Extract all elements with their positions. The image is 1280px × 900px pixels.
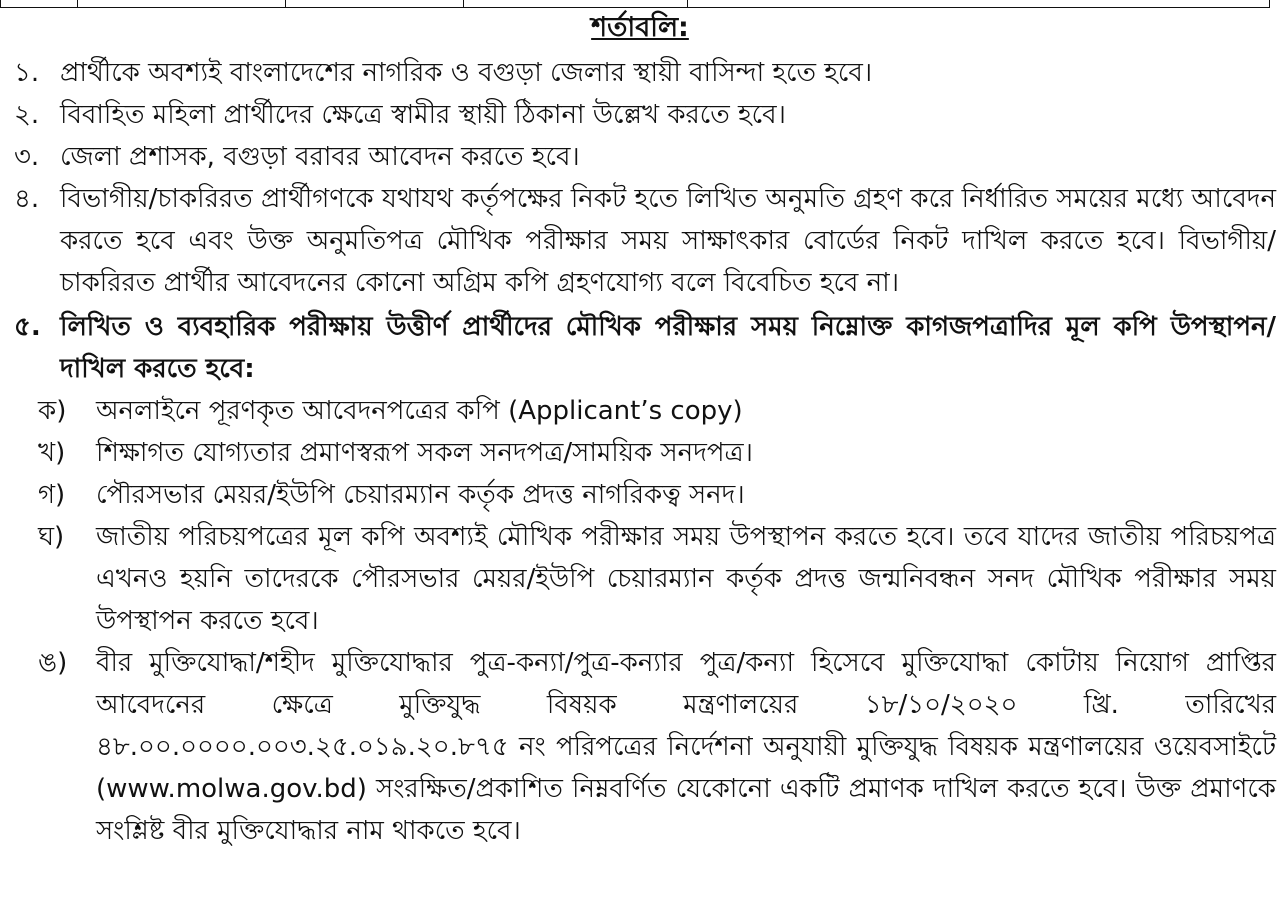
top-table-border (0, 0, 1270, 8)
condition-number: ১. (14, 58, 40, 88)
condition-text: বিবাহিত মহিলা প্রার্থীদের ক্ষেত্রে স্বামীর স্থায়ী ঠিকানা উল্লেখ করতে হবে। (60, 100, 786, 130)
sub-item-text: জাতীয় পরিচয়পত্রের মূল কপি অবশ্যই মৌখিক পরীক্ষার সময় উপস্থাপন করতে হবে। তবে যাদের জাতীয় পরিচয়পত্র এখনও হয়নি তাদেরকে পৌরসভার মেয়র/ইউপি চেয়ারম্যান কর্তৃক প্রদত্ত জন্মনিবন্ধন সনদ মৌখিক পরীক্ষার সময় উপস্থাপন করতে হবে। (96, 522, 1276, 636)
sub-item-marker: ক) (38, 396, 67, 426)
document-sub-item (0, 642, 1280, 852)
condition-text: বিভাগীয়/চাকরিরত প্রার্থীগণকে যথাযথ কর্তৃপক্ষের নিকট হতে লিখিত অনুমতি গ্রহণ করে নির্ধারিত সময়ের মধ্যে আবেদন করতে হবে এবং উক্ত অনুমতিপত্র মৌখিক পরীক্ষার সময় সাক্ষাৎকার বোর্ডের নিকট দাখিল করতে হবে। বিভাগীয়/চাকরিরত প্রার্থীর আবেদনের কোনো অগ্রিম কপি গ্রহণযোগ্য বলে বিবেচিত হবে না। (60, 184, 1276, 298)
sub-item-text: শিক্ষাগত যোগ্যতার প্রমাণস্বরূপ সকল সনদপত্র/সাময়িক সনদপত্র। (96, 438, 753, 468)
condition-item (0, 52, 1280, 94)
sub-item-text: পৌরসভার মেয়র/ইউপি চেয়ারম্যান কর্তৃক প্রদত্ত নাগরিকত্ব সনদ। (96, 480, 745, 510)
condition-item-documents (0, 306, 1280, 390)
table-column-divider (77, 0, 78, 7)
condition-item (0, 94, 1280, 136)
page-title: শর্তাবলি: (591, 12, 689, 43)
table-column-divider (463, 0, 464, 7)
condition-number: ২. (14, 100, 40, 130)
condition-text: লিখিত ও ব্যবহারিক পরীক্ষায় উত্তীর্ণ প্রার্থীদের মৌখিক পরীক্ষার সময় নিম্নোক্ত কাগজপত্রাদির মূল কপি উপস্থাপন/দাখিল করতে হবে: (60, 312, 1276, 384)
sub-item-marker: ঙ) (38, 648, 68, 678)
condition-item (0, 136, 1280, 178)
document-sub-item (0, 432, 1280, 474)
table-column-divider (285, 0, 286, 7)
sub-item-text: অনলাইনে পূরণকৃত আবেদনপত্রের কপি (Applicant’s copy) (96, 396, 743, 426)
condition-number: ৫. (14, 312, 41, 342)
table-column-divider (687, 0, 688, 7)
condition-number: ৪. (14, 184, 40, 214)
document-sub-item (0, 516, 1280, 642)
sub-item-text: বীর মুক্তিযোদ্ধা/শহীদ মুক্তিযোদ্ধার পুত্র-কন্যা/পুত্র-কন্যার পুত্র/কন্যা হিসেবে মুক্তিযোদ্ধা কোটায় নিয়োগ প্রাপ্তির আবেদনের ক্ষেত্রে মুক্তিযুদ্ধ বিষয়ক মন্ত্রণালয়ের ১৮/১০/২০২০ খ্রি. তারিখের ৪৮.০০.০০০০.০০৩.২৫.০১৯.২০.৮৭৫ নং পরিপত্রের নির্দেশনা অনুযায়ী মুক্তিযুদ্ধ বিষয়ক মন্ত্রণালয়ের ওয়েবসাইটে (www.molwa.gov.bd) সংরক্ষিত/প্রকাশিত নিম্নবর্ণিত যেকোনো একটি প্রমাণক দাখিল করতে হবে। উক্ত প্রমাণকে সংশ্লিষ্ট বীর মুক্তিযোদ্ধার নাম থাকতে হবে। (96, 648, 1276, 846)
condition-text: জেলা প্রশাসক, বগুড়া বরাবর আবেদন করতে হবে। (60, 142, 580, 172)
condition-number: ৩. (14, 142, 40, 172)
sub-item-marker: খ) (38, 438, 66, 468)
condition-text: প্রার্থীকে অবশ্যই বাংলাদেশের নাগরিক ও বগুড়া জেলার স্থায়ী বাসিন্দা হতে হবে। (60, 58, 873, 88)
sub-item-marker: ঘ) (38, 522, 65, 552)
document-sub-item (0, 474, 1280, 516)
document-sub-item (0, 390, 1280, 432)
conditions-list (0, 52, 1280, 852)
condition-item (0, 178, 1280, 304)
sub-item-marker: গ) (38, 480, 66, 510)
